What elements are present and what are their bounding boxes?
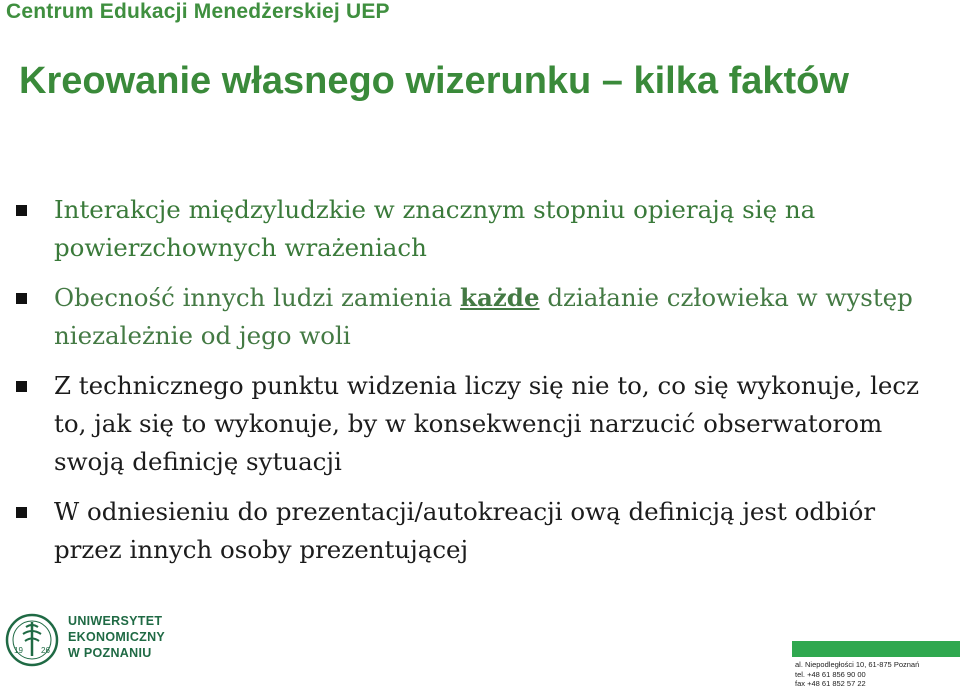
university-name-line1: UNIWERSYTET xyxy=(68,614,163,628)
bullet-text-after: działanie człowieka w występ niezależnie od jego woli xyxy=(54,283,913,350)
footer-green-bar xyxy=(792,641,960,657)
bullet-text: Interakcje międzyludzkie w znacznym stopniu opierają się na powierzchownych wrażeniach xyxy=(54,195,816,262)
bullet-list xyxy=(54,191,934,581)
contact-block xyxy=(795,660,919,689)
bullet-item xyxy=(54,367,934,481)
contact-fax: fax +48 61 852 57 22 xyxy=(795,679,866,688)
square-bullet-icon xyxy=(16,507,27,518)
square-bullet-icon xyxy=(16,293,27,304)
university-name xyxy=(68,613,165,661)
slide-title: Kreowanie własnego wizerunku – kilka faktów xyxy=(19,60,849,102)
university-name-line2: EKONOMICZNY xyxy=(68,630,166,644)
bullet-item xyxy=(54,493,934,569)
bullet-item xyxy=(54,279,934,355)
square-bullet-icon xyxy=(16,205,27,216)
bullet-text-emphasis: każde xyxy=(460,283,540,312)
header-brand: Centrum Edukacji Menedżerskiej UEP xyxy=(6,0,390,23)
contact-tel: tel. +48 61 856 90 00 xyxy=(795,669,866,679)
university-seal-icon xyxy=(4,610,62,670)
square-bullet-icon xyxy=(16,381,27,392)
bullet-item xyxy=(54,191,934,267)
university-name-line3: W POZNANIU xyxy=(68,646,152,660)
university-logo xyxy=(4,610,164,680)
seal-year-right: 26 xyxy=(41,646,50,655)
bullet-text: W odniesieniu do prezentacji/autokreacji ową definicją jest odbiór przez innych osoby prezentującej xyxy=(54,497,876,564)
contact-address: al. Niepodległości 10, 61-875 Poznań xyxy=(795,660,920,669)
bullet-text: Z technicznego punktu widzenia liczy się nie to, co się wykonuje, lecz to, jak się to wykonuje, by w konsekwencji narzucić obserwatorom swoją definicję sytuacji xyxy=(54,371,920,476)
bullet-text-before: Obecność innych ludzi zamienia xyxy=(54,283,461,312)
seal-year-left: 19 xyxy=(14,646,23,655)
